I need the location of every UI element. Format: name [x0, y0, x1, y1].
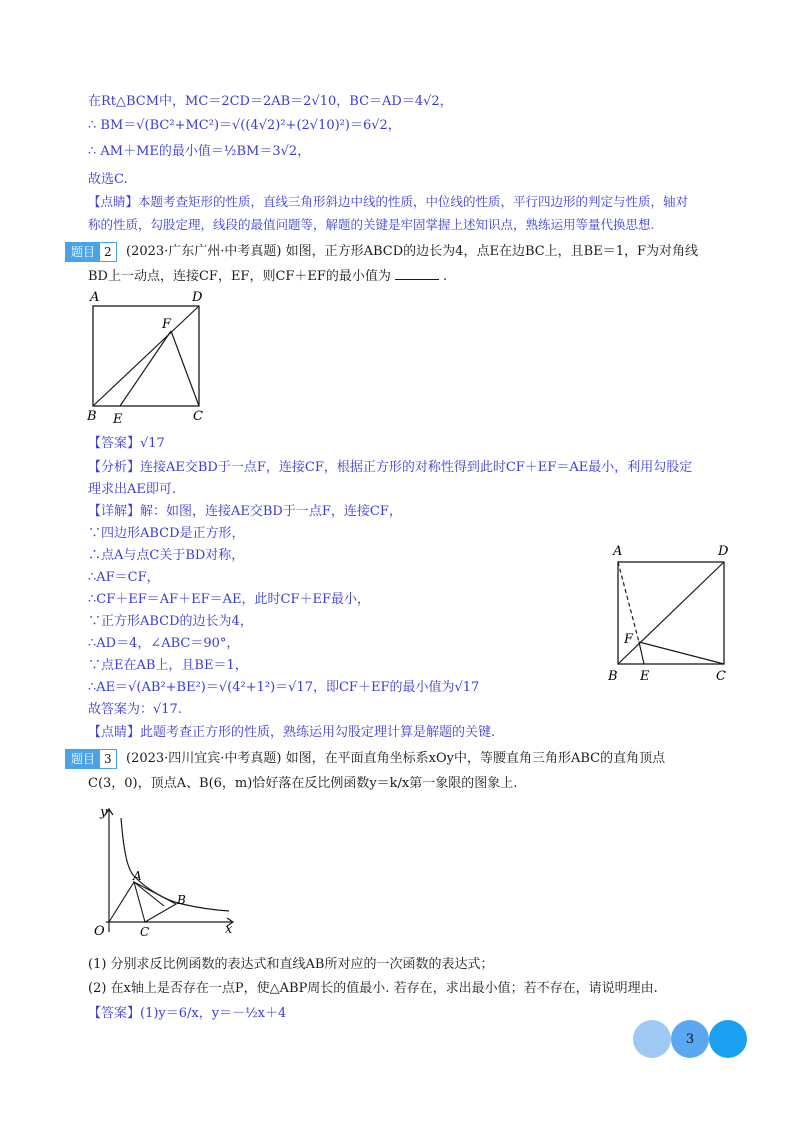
badge-number: 2: [100, 243, 116, 261]
segment-fe: [639, 642, 644, 664]
figure-square-2: [604, 540, 744, 688]
label-d: D: [192, 290, 203, 305]
badge-label: 题目: [66, 243, 100, 261]
solution-line-1: 在Rt△BCM中，MC＝2CD＝2AB＝2√10，BC＝AD＝4√2，: [88, 94, 453, 109]
label-a: A: [133, 869, 142, 883]
p2-detail-line: 故答案为：√17.: [88, 702, 182, 717]
segment-fc: [639, 642, 724, 664]
solution-line-4: 故选C.: [88, 172, 128, 187]
p2-detail-line: ∵四边形ABCD是正方形，: [88, 526, 245, 541]
diagonal-bd: [93, 306, 199, 406]
segment-ef: [120, 331, 171, 406]
label-f: F: [624, 632, 634, 647]
label-c: C: [716, 669, 726, 684]
diagonal-bd: [618, 562, 724, 664]
comment-line-1: 【点睛】本题考查矩形的性质，直线三角形斜边中线的性质，中位线的性质，平行四边形的判定与性质，轴对: [88, 194, 689, 209]
p2-analysis-1: 【分析】连接AE交BD于一点F，连接CF，根据正方形的对称性得到此时CF＋EF＝AE最小，利用勾股定: [88, 460, 693, 475]
page-deco-circle-light: [633, 1020, 671, 1058]
dashed-af: [618, 562, 639, 642]
problem-2-text-2b: .: [442, 269, 448, 284]
label-e: E: [640, 669, 650, 684]
comment-line-2: 称的性质，勾股定理，线段的最值问题等，解题的关键是牢固掌握上述知识点，熟练运用等量代换思想.: [88, 217, 655, 232]
problem-3-text-1: (2023·四川宜宾·中考真题) 如图，在平面直角坐标系xOy中，等腰直角三角形ABC的直角顶点: [126, 751, 666, 766]
label-b: B: [87, 409, 97, 424]
p3-answer: 【答案】(1)y＝6/x，y＝－½x＋4: [88, 1006, 287, 1021]
problem-3-question-2: (2) 在x轴上是否存在一点P，使△ABP周长的值最小. 若存在，求出最小值；若不存在，请说明理由.: [88, 981, 658, 996]
segment-oa: [109, 882, 134, 922]
p2-detail-line: 【详解】解：如图，连接AE交BD于一点F，连接CF，: [88, 504, 402, 519]
label-o: O: [94, 924, 105, 939]
triangle-abc: [134, 882, 176, 922]
solution-line-3: ∴ AM＋ME的最小值＝½BM＝3√2，: [88, 144, 311, 159]
figure-coordinate: [84, 800, 244, 942]
p2-detail-line: ∴AE＝√(AB²+BE²)＝√(4²+1²)＝√17，即CF＋EF的最小值为√17: [88, 680, 480, 695]
problem-3-badge: [65, 749, 117, 769]
badge-number: 3: [100, 750, 116, 768]
segment-a-inner: [134, 882, 164, 906]
p2-analysis-2: 理求出AE即可.: [88, 482, 177, 497]
label-d: D: [718, 544, 729, 559]
label-b: B: [608, 669, 618, 684]
segment-cf: [171, 331, 199, 406]
hyperbola-curve: [121, 818, 229, 911]
problem-3-text-2: C(3，0)，顶点A、B(6，m)恰好落在反比例函数y＝k/x第一象限的图象上.: [88, 776, 518, 791]
problem-2-text-2a: BD上一动点，连接CF，EF，则CF＋EF的最小值为: [88, 269, 391, 284]
label-f: F: [162, 317, 172, 332]
p2-detail-line: ∴点A与点C关于BD对称，: [88, 548, 245, 563]
label-e: E: [113, 412, 123, 426]
label-b: B: [177, 893, 186, 907]
p2-detail-line: ∵点E在AB上，且BE＝1，: [88, 658, 248, 673]
problem-3-question-1: (1) 分别求反比例函数的表达式和直线AB所对应的一次函数的表达式；: [88, 957, 494, 972]
solution-line-2: ∴ BM＝√(BC²+MC²)＝√((4√2)²+(2√10)²)＝6√2，: [88, 118, 401, 133]
label-c: C: [193, 409, 203, 424]
problem-2-badge: [65, 242, 117, 262]
p2-detail-line: ∴CF＋EF＝AF＋EF＝AE，此时CF＋EF最小，: [88, 592, 371, 607]
label-a: A: [90, 290, 100, 305]
problem-2-text-1: (2023·广东广州·中考真题) 如图，正方形ABCD的边长为4，点E在边BC上，且BE＝1，F为对角线: [126, 244, 699, 259]
page-number: 3: [671, 1020, 709, 1058]
label-y: y: [100, 805, 108, 820]
p2-detail-line: ∵正方形ABCD的边长为4，: [88, 614, 253, 629]
figure-square-1: [82, 286, 212, 426]
problem-2-text-2: [88, 267, 447, 286]
label-c: C: [140, 925, 150, 939]
label-x: x: [225, 922, 233, 937]
answer-blank: [395, 267, 439, 280]
page-deco-circle-dark: [709, 1020, 747, 1058]
badge-label: 题目: [66, 750, 100, 768]
p2-detail-line: ∴AD＝4，∠ABC＝90°，: [88, 636, 240, 651]
label-a: A: [613, 544, 623, 559]
p2-comment: 【点睛】此题考查正方形的性质，熟练运用勾股定理计算是解题的关键.: [88, 725, 496, 740]
p2-detail-line: ∴AF＝CF，: [88, 570, 160, 585]
p2-answer: 【答案】√17: [88, 436, 165, 451]
